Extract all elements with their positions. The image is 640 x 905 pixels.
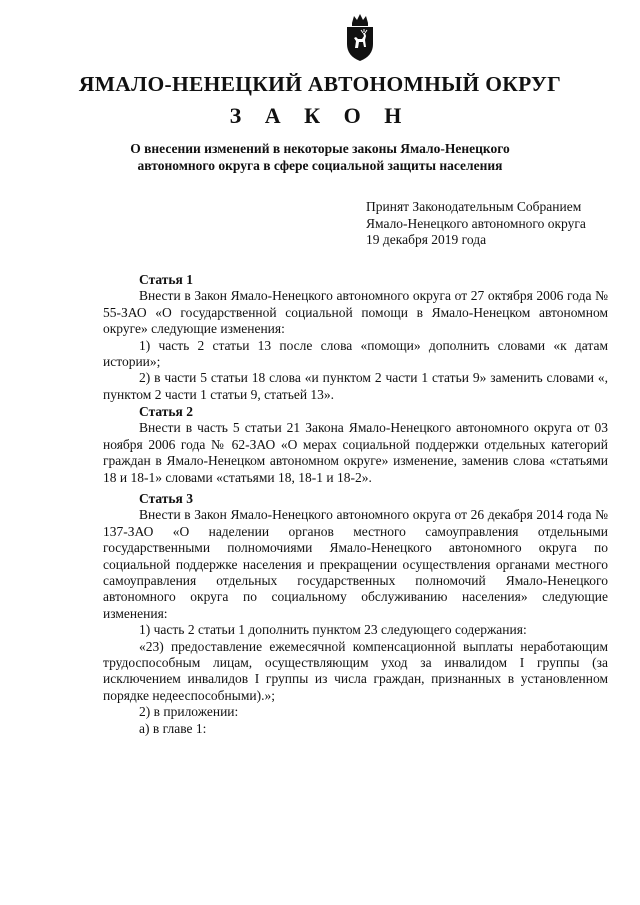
adoption-block <box>366 199 626 249</box>
article-paragraph: 2) в части 5 статьи 18 слова «и пунктом 2 части 1 статьи 9» заменить словами «, пунктом 2 части 1 статьи 9, статьей 13». <box>103 370 608 402</box>
adoption-date: 19 декабря 2019 года <box>366 232 487 248</box>
document-type-title: З А К О Н <box>229 103 411 128</box>
law-subject-heading <box>110 140 530 174</box>
article-title: Статья 1 <box>139 272 193 287</box>
article-paragraph: 1) часть 2 статьи 13 после слова «помощи» дополнить словами «к датам истории»; <box>103 337 608 370</box>
article-paragraph: Внести в часть 5 статьи 21 Закона Ямало-Ненецкого автономного округа от 03 ноября 2006 года № 62-ЗАО «О мерах социальной поддержки отдельных категорий граждан в Ямало-Ненецком автономном округе» изменение, заменив слова «статьями 18 и 18-1» словами «статьями 18, 18-1 и 18-2». <box>103 420 608 485</box>
article-1 <box>103 272 608 403</box>
region-title: ЯМАЛО-НЕНЕЦКИЙ АВТОНОМНЫЙ ОКРУГ <box>78 72 562 96</box>
article-title: Статья 3 <box>139 491 193 506</box>
article-paragraph: «23) предоставление ежемесячной компенсационной выплаты неработающим трудоспособным лицам, осуществляющим уход за инвалидом I группы (за исключением инвалидов I группы из числа граждан, признанных в установленном порядке недееспособными).»; <box>103 638 608 703</box>
article-paragraph: 2) в приложении: <box>139 704 239 720</box>
coat-of-arms-icon <box>343 14 377 62</box>
adoption-line-2: Ямало-Ненецкого автономного округа <box>366 215 586 231</box>
article-2 <box>103 404 608 486</box>
article-paragraph: 1) часть 2 статьи 1 дополнить пунктом 23 следующего содержания: <box>139 622 527 638</box>
subject-line-2: автономного округа в сфере социальной защиты населения <box>137 158 503 173</box>
article-paragraph: Внести в Закон Ямало-Ненецкого автономного округа от 26 декабря 2014 года № 137-ЗАО «О наделении органов местного самоуправления отдельными государственными полномочиями Ямало-Ненецкого автономного округа по социальной поддержке населения и прекращении осуществления органами местного самоуправления отдельных государственных полномочий Ямало-Ненецкого автономного округа по социальному обслуживанию населения» следующие изменения: <box>103 507 608 621</box>
subject-line-1: О внесении изменений в некоторые законы Ямало-Ненецкого <box>130 141 510 156</box>
article-paragraph: Внести в Закон Ямало-Ненецкого автономного округа от 27 октября 2006 года № 55-ЗАО «О государственной социальной помощи в Ямало-Ненецком автономном округе» следующие изменения: <box>103 288 608 337</box>
article-title: Статья 2 <box>139 404 193 419</box>
article-3 <box>103 491 608 737</box>
adoption-line-1: Принят Законодательным Собранием <box>366 199 582 214</box>
article-paragraph: а) в главе 1: <box>139 720 207 736</box>
